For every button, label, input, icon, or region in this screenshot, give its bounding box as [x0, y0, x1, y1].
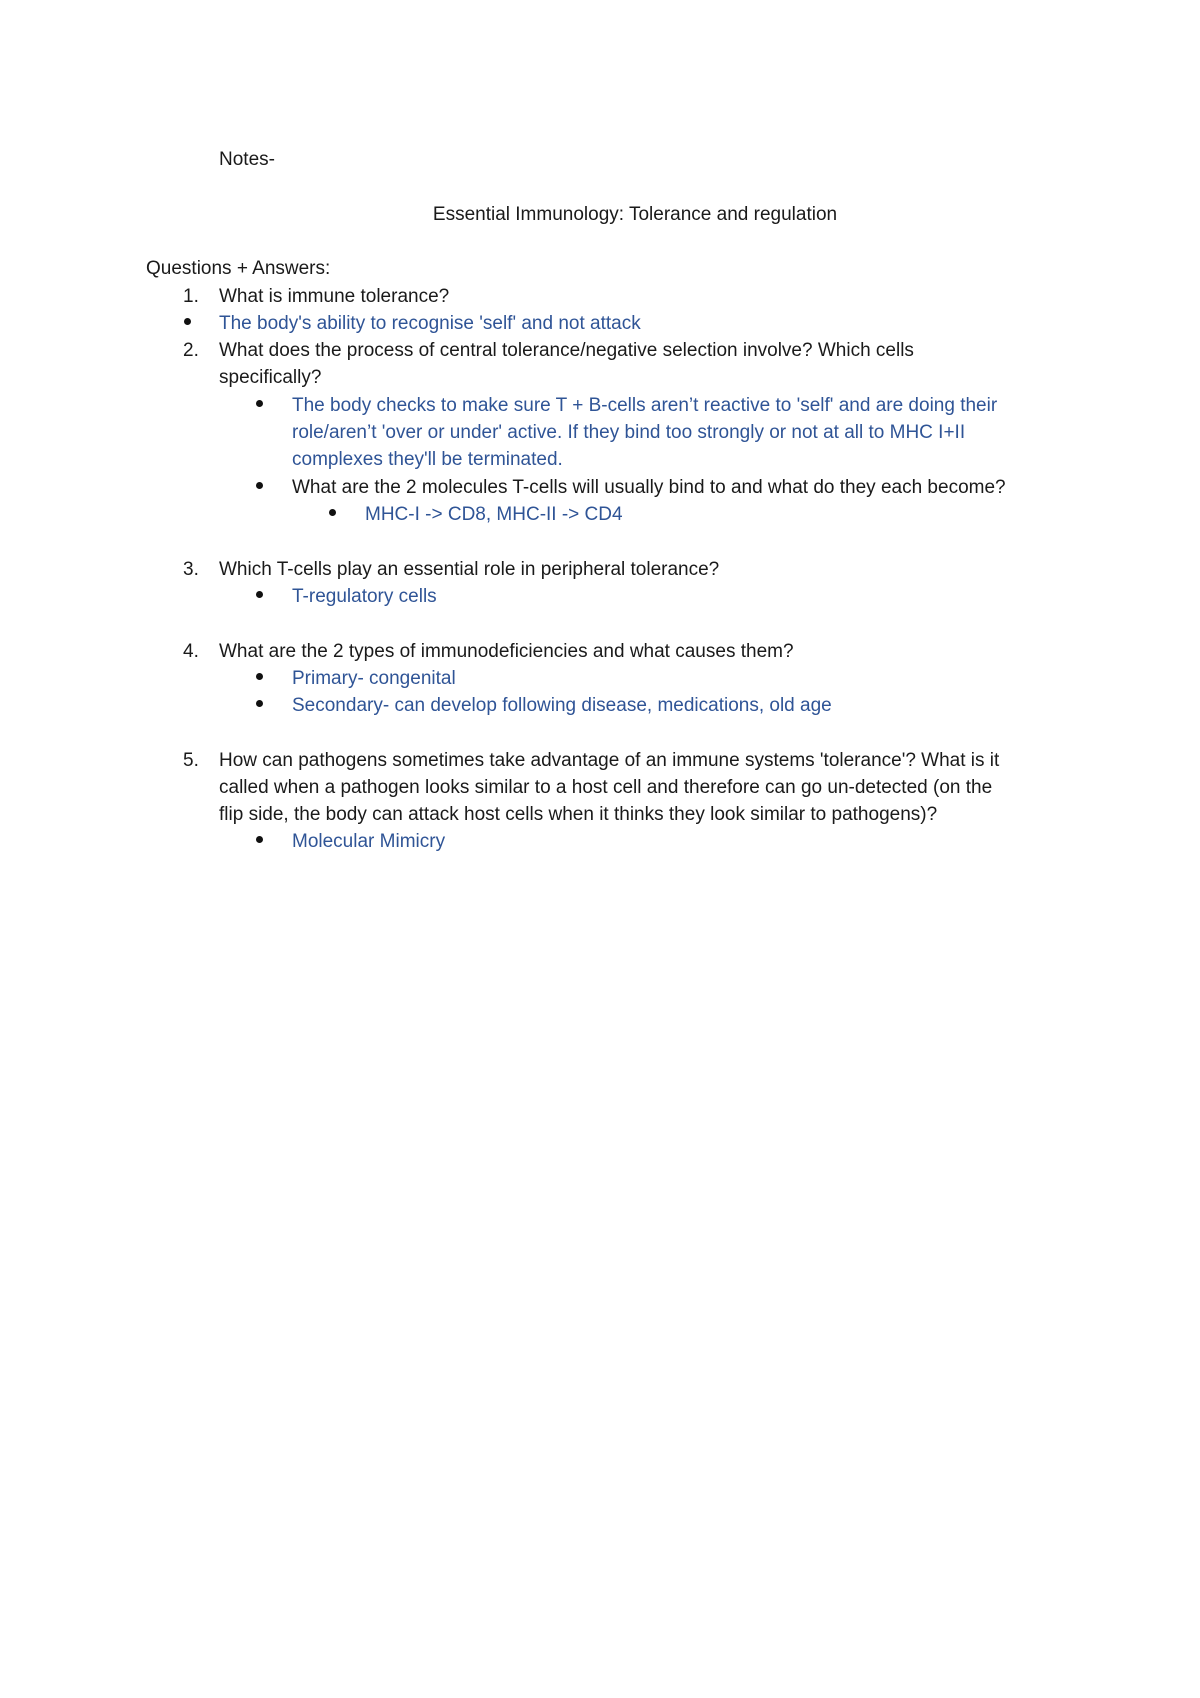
bullet-icon	[184, 318, 191, 325]
bullet-icon	[256, 836, 263, 843]
question-1-number: 1.	[183, 286, 199, 307]
question-2-number: 2.	[183, 340, 199, 361]
answer-4-text-1: Primary- congenital	[292, 668, 456, 689]
question-3-text: Which T-cells play an essential role in peripheral tolerance?	[219, 559, 720, 580]
document-title: Essential Immunology: Tolerance and regulation	[432, 204, 838, 225]
notes-label: Notes-	[219, 149, 275, 170]
answer-4-text-2: Secondary- can develop following disease, medications, old age	[292, 695, 832, 716]
sub-question-2-text: What are the 2 molecules T-cells will usually bind to and what do they each become?	[292, 477, 1006, 498]
answer-5-text: Molecular Mimicry	[292, 831, 446, 852]
questions-answers-heading: Questions + Answers:	[146, 258, 331, 279]
question-5-text-line-2: called when a pathogen looks similar to a host cell and therefore can go un-detected (on the	[219, 777, 993, 798]
bullet-icon	[256, 482, 263, 489]
question-1-text: What is immune tolerance?	[219, 286, 450, 307]
question-2-text-line-2: specifically?	[219, 367, 322, 388]
question-2-text-line-1: What does the process of central tolerance/negative selection involve? Which cells	[219, 340, 914, 361]
bullet-icon	[256, 591, 263, 598]
answer-3-text: T-regulatory cells	[292, 586, 437, 607]
question-3-number: 3.	[183, 559, 199, 580]
question-5-text-line-3: flip side, the body can attack host cells when it thinks they look similar to pathogens)?	[219, 804, 938, 825]
question-4-number: 4.	[183, 641, 199, 662]
answer-2-text-line-1: The body checks to make sure T + B-cells aren’t reactive to 'self' and are doing their	[292, 395, 998, 416]
question-5-number: 5.	[183, 750, 199, 771]
answer-2-text-line-2: role/aren’t 'over or under' active. If they bind too strongly or not at all to MHC I+II	[292, 422, 966, 443]
bullet-icon	[256, 673, 263, 680]
answer-1-text: The body's ability to recognise 'self' and not attack	[219, 313, 641, 334]
bullet-icon	[256, 700, 263, 707]
bullet-icon	[329, 509, 336, 516]
question-5-text-line-1: How can pathogens sometimes take advantage of an immune systems 'tolerance'? What is it	[219, 750, 1000, 771]
sub-answer-2-text: MHC-I -> CD8, MHC-II -> CD4	[365, 504, 623, 525]
answer-2-text-line-3: complexes they'll be terminated.	[292, 449, 563, 470]
question-4-text: What are the 2 types of immunodeficiencies and what causes them?	[219, 641, 794, 662]
bullet-icon	[256, 400, 263, 407]
